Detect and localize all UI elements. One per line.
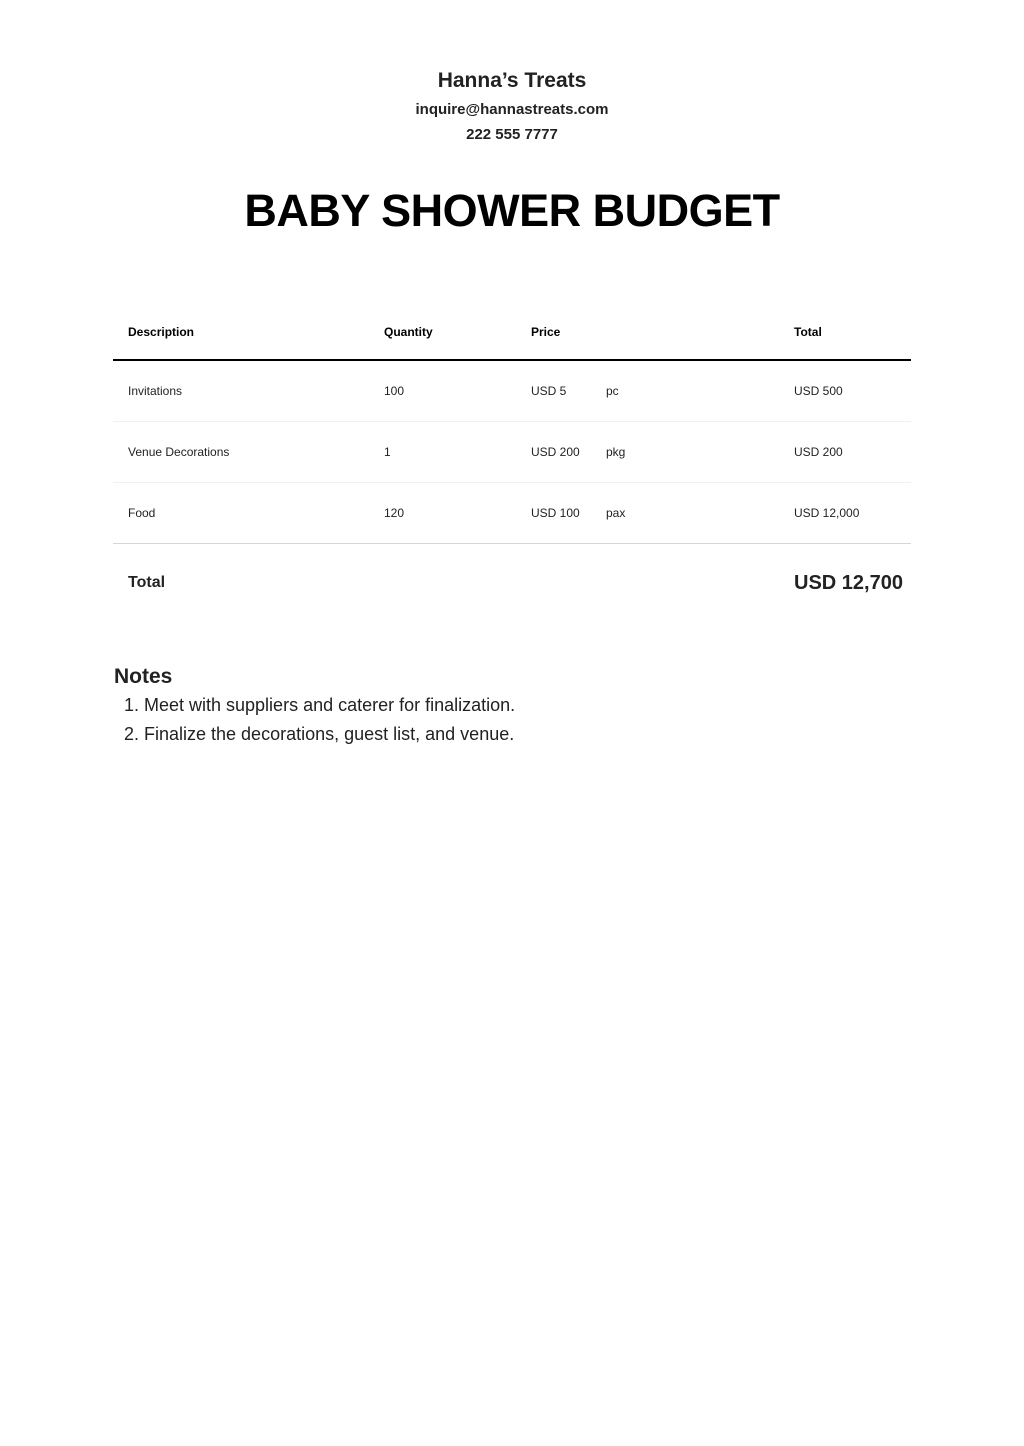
company-name: Hanna’s Treats	[437, 69, 587, 92]
cell-total: USD 500	[794, 360, 911, 422]
cell-description: Food	[113, 483, 384, 544]
cell-unit: pax	[606, 483, 794, 544]
column-header-total: Total	[794, 304, 911, 360]
budget-table-body	[113, 360, 911, 544]
column-header-unit	[606, 304, 794, 360]
grand-total-spacer	[531, 544, 606, 623]
cell-quantity: 1	[384, 422, 531, 483]
table-row	[113, 422, 911, 483]
budget-table-footer	[113, 544, 911, 623]
cell-description: Invitations	[113, 360, 384, 422]
cell-description: Venue Decorations	[113, 422, 384, 483]
notes-list	[114, 691, 914, 749]
cell-unit: pc	[606, 360, 794, 422]
grand-total-row	[113, 544, 911, 623]
column-header-price: Price	[531, 304, 606, 360]
cell-total: USD 200	[794, 422, 911, 483]
grand-total-label: Total	[128, 574, 166, 591]
budget-table	[113, 304, 911, 622]
company-email: inquire@hannastreats.com	[415, 101, 609, 118]
grand-total-value: USD 12,700	[794, 571, 903, 594]
grand-total-spacer	[384, 544, 531, 623]
budget-table-header	[113, 304, 911, 360]
cell-price: USD 5	[531, 360, 606, 422]
cell-total: USD 12,000	[794, 483, 911, 544]
table-row	[113, 483, 911, 544]
table-row	[113, 360, 911, 422]
document-title: BABY SHOWER BUDGET	[244, 185, 780, 236]
column-header-quantity: Quantity	[384, 304, 531, 360]
cell-quantity: 100	[384, 360, 531, 422]
header-row	[113, 304, 911, 360]
cell-quantity: 120	[384, 483, 531, 544]
cell-unit: pkg	[606, 422, 794, 483]
company-phone: 222 555 7777	[466, 126, 558, 143]
cell-price: USD 200	[531, 422, 606, 483]
company-header	[0, 68, 1024, 147]
cell-price: USD 100	[531, 483, 606, 544]
list-item: 2. Finalize the decorations, guest list, and venue.	[144, 720, 914, 749]
notes-title: Notes	[114, 665, 173, 688]
grand-total-spacer	[606, 544, 794, 623]
list-item: 1. Meet with suppliers and caterer for finalization.	[144, 691, 914, 720]
column-header-description: Description	[113, 304, 384, 360]
notes-section	[114, 663, 914, 749]
